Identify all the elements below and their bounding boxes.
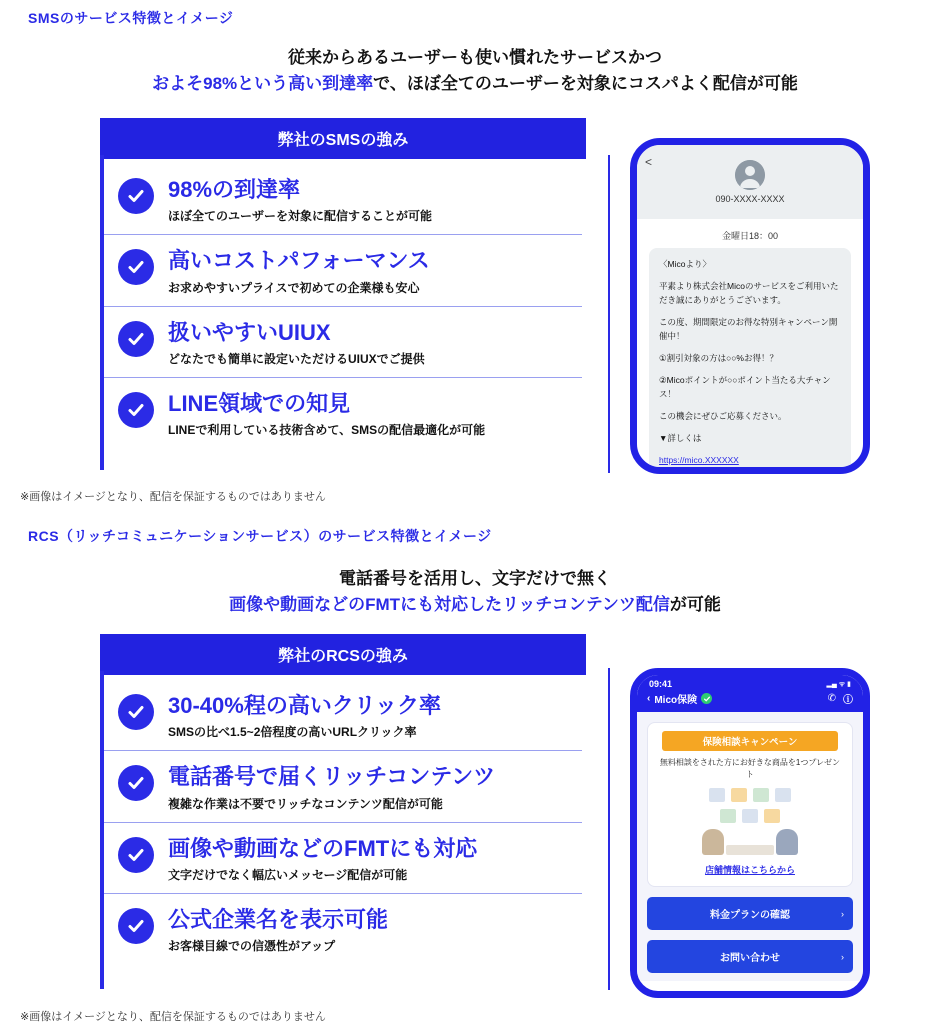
back-icon[interactable]: <	[645, 155, 653, 169]
list-item-title: 電話番号で届くリッチコンテンツ	[168, 764, 496, 790]
verified-icon	[701, 693, 712, 704]
list-item	[104, 164, 582, 235]
sms-headline-highlight: およそ98%という高い到達率	[152, 74, 374, 94]
rcs-phone-header	[637, 675, 863, 712]
message-line: この度、期間限定のお得な特別キャンペーン開催中！	[659, 317, 838, 342]
status-bar	[637, 675, 863, 689]
promo-illustration	[656, 829, 844, 855]
list-item	[104, 378, 582, 448]
sms-phone-mockup	[630, 138, 870, 474]
rcs-headline-rest: が可能	[669, 595, 721, 615]
message-line: ②Micoポイントが○○ポイント当たる大チャンス！	[659, 375, 831, 400]
sms-disclaimer: ※画像はイメージとなり、配信を保証するものではありません	[20, 491, 326, 503]
cup-icon	[742, 809, 758, 823]
message-line: 〈Micoより〉	[659, 259, 711, 269]
bag-icon	[731, 788, 747, 802]
rcs-section-title: RCS（リッチコミュニケーションサービス）のサービス特徴とイメージ	[28, 528, 492, 544]
list-item-title: 公式企業名を表示可能	[168, 906, 389, 932]
sms-phone-divider	[608, 155, 610, 473]
sms-headline-line1: 従来からあるユーザーも使い慣れたサービスかつ	[288, 48, 662, 67]
phone-number: 090-XXXX-XXXX	[715, 194, 785, 204]
message-timestamp: 金曜日18：00	[721, 231, 779, 241]
person-figure	[776, 829, 798, 855]
list-item-title: 30-40%程の高いクリック率	[168, 693, 441, 718]
person-figure	[702, 829, 724, 855]
list-item	[104, 680, 582, 751]
status-time: 09:41	[649, 679, 673, 689]
gift-icon	[709, 788, 725, 802]
list-item-title: 画像や動画などのFMTにも対応	[168, 835, 478, 861]
list-item	[104, 751, 582, 822]
list-item-sub: SMSの比べ1.5~2倍程度の高いURLクリック率	[168, 725, 417, 740]
back-icon[interactable]: ‹	[647, 693, 651, 704]
list-item-sub: 文字だけでなく幅広いメッセージ配信が可能	[168, 867, 408, 882]
card-icon	[775, 788, 791, 802]
message-line: この機会にぜひご応募ください。	[659, 411, 787, 422]
box-icon	[753, 788, 769, 802]
rcs-headline-line2	[0, 592, 950, 618]
rcs-phone-divider	[608, 668, 610, 990]
rcs-band-title: 弊社のRCSの強み	[100, 634, 586, 675]
check-icon	[118, 392, 154, 428]
list-item	[104, 894, 582, 964]
list-item	[104, 307, 582, 378]
leaf-icon	[720, 809, 736, 823]
list-item-sub: お求めやすいプライスで初めての企業様も安心	[168, 280, 420, 295]
ticket-icon	[764, 809, 780, 823]
list-item-sub: どなたでも簡単に設定いただけるUIUXでご提供	[168, 351, 425, 366]
message-line: 平素より株式会社Micoのサービスをご利用いただき誠にありがとうございます。	[659, 281, 839, 306]
list-item-title: 高いコストパフォーマンス	[168, 248, 430, 274]
sms-band-title: 弊社のSMSの強み	[100, 118, 586, 159]
check-icon	[118, 321, 154, 357]
check-icon	[118, 837, 154, 873]
sms-conversation-header	[637, 145, 863, 219]
rcs-feature-list	[104, 680, 582, 964]
list-item-sub: お客様目線での信憑性がアップ	[168, 939, 336, 954]
list-item-title: 98%の到達率	[168, 177, 301, 202]
chat-app-bar	[637, 689, 863, 706]
rcs-phone-mockup	[630, 668, 870, 998]
check-icon	[118, 908, 154, 944]
promo-subtitle: 無料相談をされた方にお好きな商品を1つプレゼント	[659, 758, 841, 779]
check-icon	[118, 765, 154, 801]
sms-feature-list	[104, 164, 582, 448]
list-item-sub: 複雑な作業は不要でリッチなコンテンツ配信が可能	[168, 796, 443, 811]
contact-label: お問い合わせ	[720, 953, 780, 964]
contact-button[interactable]	[647, 940, 853, 973]
rcs-headline-line1: 電話番号を活用し、文字だけで無く	[339, 569, 611, 588]
list-item-title: LINE領域での知見	[168, 390, 351, 416]
info-icon[interactable]: ⓘ	[843, 695, 853, 706]
list-item	[104, 235, 582, 306]
chevron-right-icon: ›	[841, 908, 844, 919]
promo-gift-icons	[656, 788, 844, 802]
sms-headline-rest: で、ほぼ全てのユーザーを対象にコスパよく配信が可能	[373, 74, 798, 94]
check-icon	[118, 694, 154, 730]
promo-title: 保険相談キャンペーン	[662, 731, 838, 751]
check-icon	[118, 178, 154, 214]
sms-section-title: SMSのサービス特徴とイメージ	[28, 10, 234, 26]
promo-gift-icons-2	[656, 809, 844, 823]
promo-card[interactable]	[647, 722, 853, 887]
message-bubble	[649, 248, 851, 474]
promo-link[interactable]: 店舗情報はこちらから	[704, 865, 795, 875]
message-line: ①割引対象の方は○○%お得！？	[659, 353, 778, 364]
rcs-rich-card	[637, 712, 863, 981]
table-shape	[726, 845, 774, 855]
plan-check-button[interactable]	[647, 897, 853, 930]
rcs-headline-highlight: 画像や動画などのFMTにも対応したリッチコンテンツ配信	[229, 595, 670, 615]
message-link[interactable]: https://mico.XXXXXX	[659, 455, 739, 466]
list-item-sub: ほぼ全てのユーザーを対象に配信することが可能	[168, 209, 433, 224]
avatar	[735, 160, 765, 190]
call-icon[interactable]: ✆	[827, 693, 836, 704]
message-line: ▼詳しくは	[659, 433, 702, 444]
plan-check-label: 料金プランの確認	[710, 910, 790, 921]
list-item-title: 扱いやすいUIUX	[168, 319, 331, 345]
chevron-right-icon: ›	[841, 951, 844, 962]
list-item	[104, 823, 582, 894]
list-item-sub: LINEで利用している技術含めて、SMSの配信最適化が可能	[168, 423, 486, 438]
sms-headline-line2	[0, 71, 950, 97]
rcs-disclaimer: ※画像はイメージとなり、配信を保証するものではありません	[20, 1011, 326, 1023]
check-icon	[118, 249, 154, 285]
status-icons: ▂▄ ᯤ ▮	[826, 680, 851, 688]
brand-name: Mico保険	[654, 695, 698, 706]
